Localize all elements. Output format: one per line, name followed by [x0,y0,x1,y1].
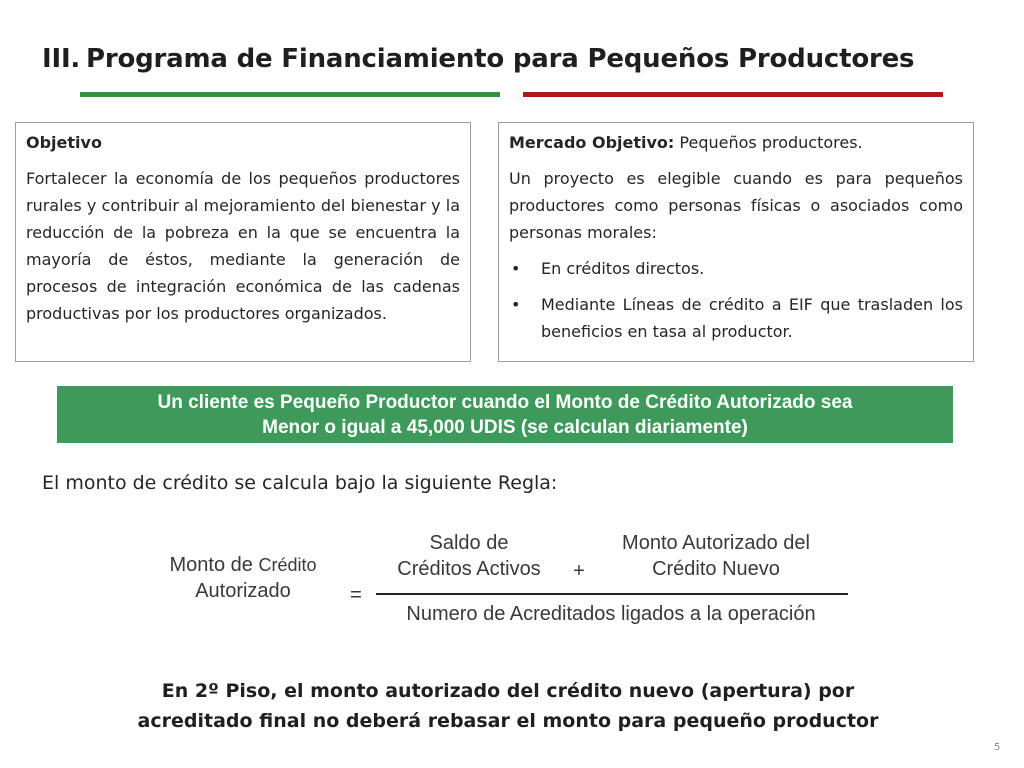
formula-term-2-line-2: Crédito Nuevo [652,558,780,580]
eligibility-text: Un proyecto es elegible cuando es para pequeños productores como personas físicas o asociados como personas morales: [509,169,963,242]
list-item-text: Mediante Líneas de crédito a EIF que trasladen los beneficios en tasa al productor. [541,295,963,341]
list-item [509,255,963,282]
rule-intro-text: El monto de crédito se calcula bajo la siguiente Regla: [42,472,558,494]
section-number: III. [42,44,81,74]
formula-result-line-2: Autorizado [195,580,291,602]
formula-term-active-balance [378,530,560,582]
formula-term-1-line-2: Créditos Activos [397,558,541,580]
banner-line-1: Un cliente es Pequeño Productor cuando el Monto de Crédito Autorizado sea [157,392,853,413]
note-line-1: En 2º Piso, el monto autorizado del crédito nuevo (apertura) por [161,680,855,702]
list-item-text: En créditos directos. [541,259,705,278]
objective-text: Fortalecer la economía de los pequeños productores rurales y contribuir al mejoramiento del bienestar y la reducción de la pobreza en la que se encuentra la mayoría de éstos, mediante la generación de procesos de integración económica de las cadenas productivas por los productores organizados. [26,169,460,323]
page-number: 5 [994,742,1001,753]
title-text: Programa de Financiamiento para Pequeños Productores [86,44,915,74]
formula-denominator: Numero de Acreditados ligados a la operación [406,603,816,625]
list-item [509,291,963,345]
second-tier-note [100,676,916,736]
formula-result-word-small: Crédito [258,555,317,575]
objective-heading: Objetivo [26,133,102,152]
formula-result-line-1 [130,552,356,578]
formula-equals: = [350,584,362,606]
formula-plus: + [573,560,585,582]
definition-banner [57,386,953,443]
note-line-2: acreditado final no deberá rebasar el monto para pequeño productor [137,710,879,732]
formula-term-new-credit [598,530,834,582]
slide-title [42,44,914,74]
banner-line-2: Menor o igual a 45,000 UDIS (se calculan diariamente) [262,417,748,438]
formula-term-1-line-1: Saldo de [429,532,509,554]
target-market-label: Mercado Objetivo: [509,133,675,152]
target-market-box [498,122,974,362]
bullet-icon: • [511,295,521,314]
title-underline-red [523,92,943,97]
target-market-value: Pequeños productores. [674,133,863,152]
formula-result-word: Monto de [169,554,259,576]
fraction-bar [376,593,848,595]
bullet-icon: • [511,259,521,278]
title-underline-green [80,92,500,97]
eligibility-list [509,255,963,345]
formula-term-2-line-1: Monto Autorizado del [622,532,810,554]
formula-result-label [130,552,356,604]
target-market-line [509,129,963,156]
objective-box [15,122,471,362]
